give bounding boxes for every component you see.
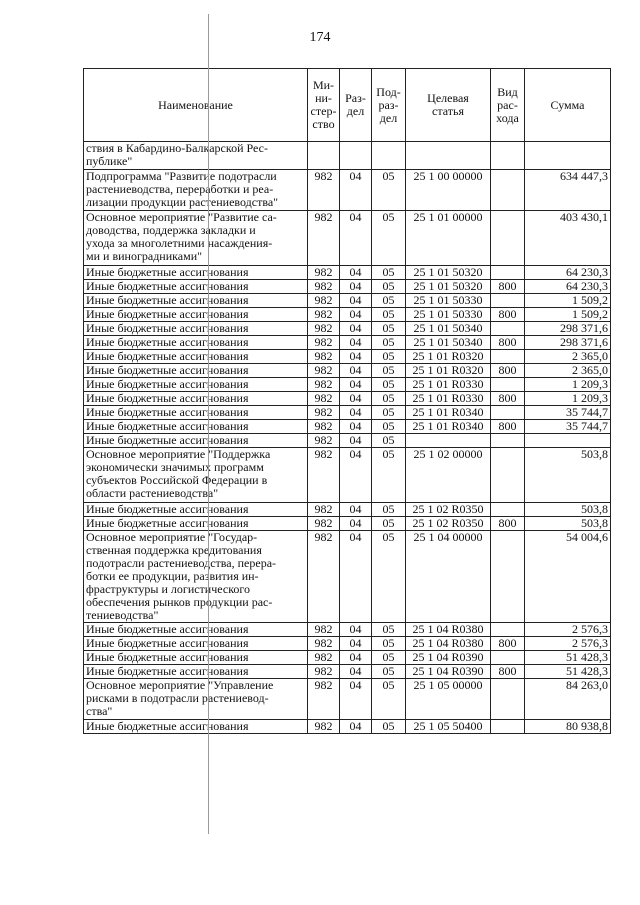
cell-subsection: 05 [372, 720, 406, 734]
cell-subsection: 05 [372, 211, 406, 266]
cell-name: ствия в Кабардино-Балкарской Рес- публике" [84, 142, 308, 170]
table-row [84, 517, 611, 531]
header-section-label: Раз- дел [345, 91, 366, 118]
cell-ministry: 982 [308, 651, 340, 665]
header-section [340, 69, 372, 142]
table-row [84, 434, 611, 448]
cell-target: 25 1 00 00000 [406, 170, 491, 211]
cell-subsection [372, 142, 406, 170]
cell-expense-type [491, 350, 525, 364]
cell-ministry: 982 [308, 211, 340, 266]
cell-subsection: 05 [372, 651, 406, 665]
cell-expense-type: 800 [491, 420, 525, 434]
cell-subsection: 05 [372, 503, 406, 517]
cell-expense-type [491, 294, 525, 308]
cell-expense-type: 800 [491, 392, 525, 406]
cell-name: Основное мероприятие "Государ- ственная поддержка кредитования подотрасли растениеводства, перера- ботки ее продукции, развития ин- фраструктуры и логистического обеспечения рынков продукции рас- тениеводства" [84, 531, 308, 623]
cell-ministry: 982 [308, 720, 340, 734]
cell-target: 25 1 02 R0350 [406, 503, 491, 517]
cell-expense-type [491, 679, 525, 720]
cell-section: 04 [340, 637, 372, 651]
cell-section: 04 [340, 679, 372, 720]
cell-target: 25 1 01 00000 [406, 211, 491, 266]
cell-expense-type [491, 720, 525, 734]
cell-expense-type: 800 [491, 336, 525, 350]
cell-section: 04 [340, 406, 372, 420]
cell-target: 25 1 04 R0380 [406, 623, 491, 637]
header-ministry [308, 69, 340, 142]
cell-expense-type [491, 434, 525, 448]
cell-section: 04 [340, 651, 372, 665]
cell-subsection: 05 [372, 364, 406, 378]
cell-name: Иные бюджетные ассигнования [84, 420, 308, 434]
cell-amount: 1 209,3 [525, 392, 611, 406]
cell-amount [525, 142, 611, 170]
cell-target: 25 1 02 R0350 [406, 517, 491, 531]
cell-target: 25 1 01 50330 [406, 294, 491, 308]
table-row [84, 531, 611, 623]
cell-subsection: 05 [372, 294, 406, 308]
cell-ministry: 982 [308, 392, 340, 406]
cell-expense-type [491, 378, 525, 392]
cell-amount: 51 428,3 [525, 665, 611, 679]
header-target-label: Целевая статья [427, 91, 469, 118]
cell-amount: 403 430,1 [525, 211, 611, 266]
cell-ministry: 982 [308, 170, 340, 211]
cell-amount: 1 509,2 [525, 294, 611, 308]
cell-amount: 2 576,3 [525, 623, 611, 637]
cell-expense-type [491, 406, 525, 420]
cell-section: 04 [340, 434, 372, 448]
cell-amount: 503,8 [525, 517, 611, 531]
cell-target: 25 1 05 00000 [406, 679, 491, 720]
cell-name: Иные бюджетные ассигнования [84, 637, 308, 651]
cell-subsection: 05 [372, 531, 406, 623]
cell-name: Иные бюджетные ассигнования [84, 280, 308, 294]
header-expense-type [491, 69, 525, 142]
cell-subsection: 05 [372, 420, 406, 434]
cell-amount: 54 004,6 [525, 531, 611, 623]
cell-ministry: 982 [308, 266, 340, 280]
cell-ministry: 982 [308, 294, 340, 308]
cell-name: Иные бюджетные ассигнования [84, 322, 308, 336]
cell-ministry: 982 [308, 350, 340, 364]
cell-section: 04 [340, 623, 372, 637]
cell-subsection: 05 [372, 679, 406, 720]
cell-ministry: 982 [308, 623, 340, 637]
table-row [84, 280, 611, 294]
cell-subsection: 05 [372, 378, 406, 392]
table-row [84, 142, 611, 170]
cell-expense-type [491, 322, 525, 336]
header-name-label: Наименование [158, 97, 233, 112]
cell-subsection: 05 [372, 336, 406, 350]
table-row [84, 350, 611, 364]
table-row [84, 651, 611, 665]
cell-section: 04 [340, 336, 372, 350]
cell-target: 25 1 01 50320 [406, 280, 491, 294]
cell-section: 04 [340, 266, 372, 280]
cell-section: 04 [340, 322, 372, 336]
cell-section: 04 [340, 665, 372, 679]
cell-expense-type [491, 142, 525, 170]
table-row [84, 420, 611, 434]
table-body [84, 142, 611, 734]
cell-section: 04 [340, 350, 372, 364]
table-row [84, 308, 611, 322]
cell-section: 04 [340, 720, 372, 734]
cell-ministry: 982 [308, 420, 340, 434]
cell-amount: 35 744,7 [525, 406, 611, 420]
cell-target: 25 1 04 R0380 [406, 637, 491, 651]
cell-expense-type: 800 [491, 280, 525, 294]
cell-name: Иные бюджетные ассигнования [84, 665, 308, 679]
cell-section: 04 [340, 211, 372, 266]
cell-ministry: 982 [308, 531, 340, 623]
cell-subsection: 05 [372, 623, 406, 637]
cell-name: Иные бюджетные ассигнования [84, 434, 308, 448]
binding-line [208, 14, 209, 834]
cell-name: Иные бюджетные ассигнования [84, 350, 308, 364]
cell-subsection: 05 [372, 266, 406, 280]
cell-ministry: 982 [308, 665, 340, 679]
cell-section: 04 [340, 448, 372, 503]
cell-amount: 2 576,3 [525, 637, 611, 651]
header-subsection [372, 69, 406, 142]
cell-expense-type [491, 503, 525, 517]
cell-section: 04 [340, 308, 372, 322]
cell-amount: 35 744,7 [525, 420, 611, 434]
cell-subsection: 05 [372, 406, 406, 420]
cell-ministry: 982 [308, 406, 340, 420]
cell-amount: 1 209,3 [525, 378, 611, 392]
cell-target: 25 1 01 50340 [406, 322, 491, 336]
cell-amount [525, 434, 611, 448]
cell-subsection: 05 [372, 392, 406, 406]
table-row [84, 211, 611, 266]
cell-target: 25 1 04 R0390 [406, 665, 491, 679]
cell-ministry: 982 [308, 280, 340, 294]
header-expense-type-label: Вид рас- хода [496, 84, 519, 125]
cell-section: 04 [340, 364, 372, 378]
cell-name: Иные бюджетные ассигнования [84, 392, 308, 406]
cell-name: Иные бюджетные ассигнования [84, 336, 308, 350]
cell-amount: 51 428,3 [525, 651, 611, 665]
cell-section: 04 [340, 294, 372, 308]
cell-subsection: 05 [372, 308, 406, 322]
budget-table [83, 68, 611, 734]
cell-ministry: 982 [308, 503, 340, 517]
cell-ministry: 982 [308, 637, 340, 651]
cell-section: 04 [340, 420, 372, 434]
cell-expense-type [491, 531, 525, 623]
cell-ministry: 982 [308, 364, 340, 378]
cell-ministry: 982 [308, 434, 340, 448]
table-row [84, 336, 611, 350]
cell-target: 25 1 02 00000 [406, 448, 491, 503]
cell-section: 04 [340, 280, 372, 294]
cell-section: 04 [340, 378, 372, 392]
cell-subsection: 05 [372, 517, 406, 531]
cell-name: Иные бюджетные ассигнования [84, 406, 308, 420]
cell-expense-type: 800 [491, 637, 525, 651]
header-ministry-label: Ми- ни- стер- ство [310, 78, 337, 131]
table-row [84, 294, 611, 308]
cell-name: Основное мероприятие "Управление рисками в подотрасли растениевод- ства" [84, 679, 308, 720]
table-header-row [84, 69, 611, 142]
header-name [84, 69, 308, 142]
table-row [84, 378, 611, 392]
cell-amount: 80 938,8 [525, 720, 611, 734]
cell-section: 04 [340, 503, 372, 517]
cell-target: 25 1 01 R0330 [406, 392, 491, 406]
cell-amount: 1 509,2 [525, 308, 611, 322]
cell-amount: 64 230,3 [525, 280, 611, 294]
table-row [84, 170, 611, 211]
table-row [84, 266, 611, 280]
header-amount [525, 69, 611, 142]
cell-expense-type [491, 651, 525, 665]
cell-section: 04 [340, 517, 372, 531]
cell-expense-type: 800 [491, 308, 525, 322]
cell-amount: 634 447,3 [525, 170, 611, 211]
cell-expense-type: 800 [491, 665, 525, 679]
cell-name: Основное мероприятие "Развитие са- доводства, поддержка закладки и ухода за многолетними насаждения- ми и виноградниками" [84, 211, 308, 266]
cell-target: 25 1 05 50400 [406, 720, 491, 734]
cell-section: 04 [340, 531, 372, 623]
cell-subsection: 05 [372, 322, 406, 336]
cell-name: Иные бюджетные ассигнования [84, 651, 308, 665]
table-row [84, 322, 611, 336]
cell-ministry: 982 [308, 517, 340, 531]
cell-subsection: 05 [372, 170, 406, 211]
table-row [84, 448, 611, 503]
cell-expense-type [491, 266, 525, 280]
cell-expense-type [491, 448, 525, 503]
cell-amount: 298 371,6 [525, 322, 611, 336]
cell-expense-type: 800 [491, 517, 525, 531]
cell-name: Основное мероприятие "Поддержка экономически значимых программ субъектов Российской Федерации в области растениеводства" [84, 448, 308, 503]
cell-name: Иные бюджетные ассигнования [84, 720, 308, 734]
cell-ministry: 982 [308, 679, 340, 720]
cell-expense-type [491, 211, 525, 266]
cell-target: 25 1 01 R0340 [406, 420, 491, 434]
cell-target: 25 1 01 50320 [406, 266, 491, 280]
cell-target: 25 1 01 50340 [406, 336, 491, 350]
cell-expense-type [491, 623, 525, 637]
cell-name: Иные бюджетные ассигнования [84, 503, 308, 517]
cell-name: Иные бюджетные ассигнования [84, 517, 308, 531]
cell-target: 25 1 01 R0320 [406, 350, 491, 364]
table-row [84, 406, 611, 420]
cell-target: 25 1 04 R0390 [406, 651, 491, 665]
table-row [84, 503, 611, 517]
page-number: 174 [309, 30, 331, 45]
cell-target [406, 142, 491, 170]
table-row [84, 623, 611, 637]
cell-subsection: 05 [372, 434, 406, 448]
table-row [84, 665, 611, 679]
cell-ministry: 982 [308, 336, 340, 350]
table-row [84, 364, 611, 378]
cell-ministry: 982 [308, 322, 340, 336]
cell-name: Иные бюджетные ассигнования [84, 266, 308, 280]
cell-target: 25 1 04 00000 [406, 531, 491, 623]
cell-name: Иные бюджетные ассигнования [84, 294, 308, 308]
table-row [84, 720, 611, 734]
cell-subsection: 05 [372, 448, 406, 503]
cell-subsection: 05 [372, 637, 406, 651]
cell-subsection: 05 [372, 280, 406, 294]
cell-ministry: 982 [308, 448, 340, 503]
cell-expense-type [491, 170, 525, 211]
cell-name: Иные бюджетные ассигнования [84, 623, 308, 637]
cell-section: 04 [340, 170, 372, 211]
cell-name: Иные бюджетные ассигнования [84, 308, 308, 322]
cell-name: Иные бюджетные ассигнования [84, 364, 308, 378]
cell-name: Подпрограмма "Развитие подотрасли растениеводства, переработки и реа- лизации продукции растениеводства" [84, 170, 308, 211]
cell-amount: 503,8 [525, 503, 611, 517]
cell-ministry: 982 [308, 378, 340, 392]
header-target [406, 69, 491, 142]
cell-target: 25 1 01 R0330 [406, 378, 491, 392]
cell-subsection: 05 [372, 665, 406, 679]
cell-expense-type: 800 [491, 364, 525, 378]
cell-target: 25 1 01 R0320 [406, 364, 491, 378]
cell-subsection: 05 [372, 350, 406, 364]
cell-target: 25 1 01 R0340 [406, 406, 491, 420]
cell-amount: 2 365,0 [525, 350, 611, 364]
header-subsection-label: Под- раз- дел [376, 84, 401, 125]
cell-ministry: 982 [308, 308, 340, 322]
cell-amount: 503,8 [525, 448, 611, 503]
table-row [84, 392, 611, 406]
cell-target: 25 1 01 50330 [406, 308, 491, 322]
table-row [84, 637, 611, 651]
cell-name: Иные бюджетные ассигнования [84, 378, 308, 392]
cell-amount: 2 365,0 [525, 364, 611, 378]
cell-amount: 64 230,3 [525, 266, 611, 280]
cell-section: 04 [340, 392, 372, 406]
table-row [84, 679, 611, 720]
cell-section [340, 142, 372, 170]
cell-ministry [308, 142, 340, 170]
cell-amount: 298 371,6 [525, 336, 611, 350]
cell-target [406, 434, 491, 448]
cell-amount: 84 263,0 [525, 679, 611, 720]
header-amount-label: Сумма [550, 97, 585, 112]
